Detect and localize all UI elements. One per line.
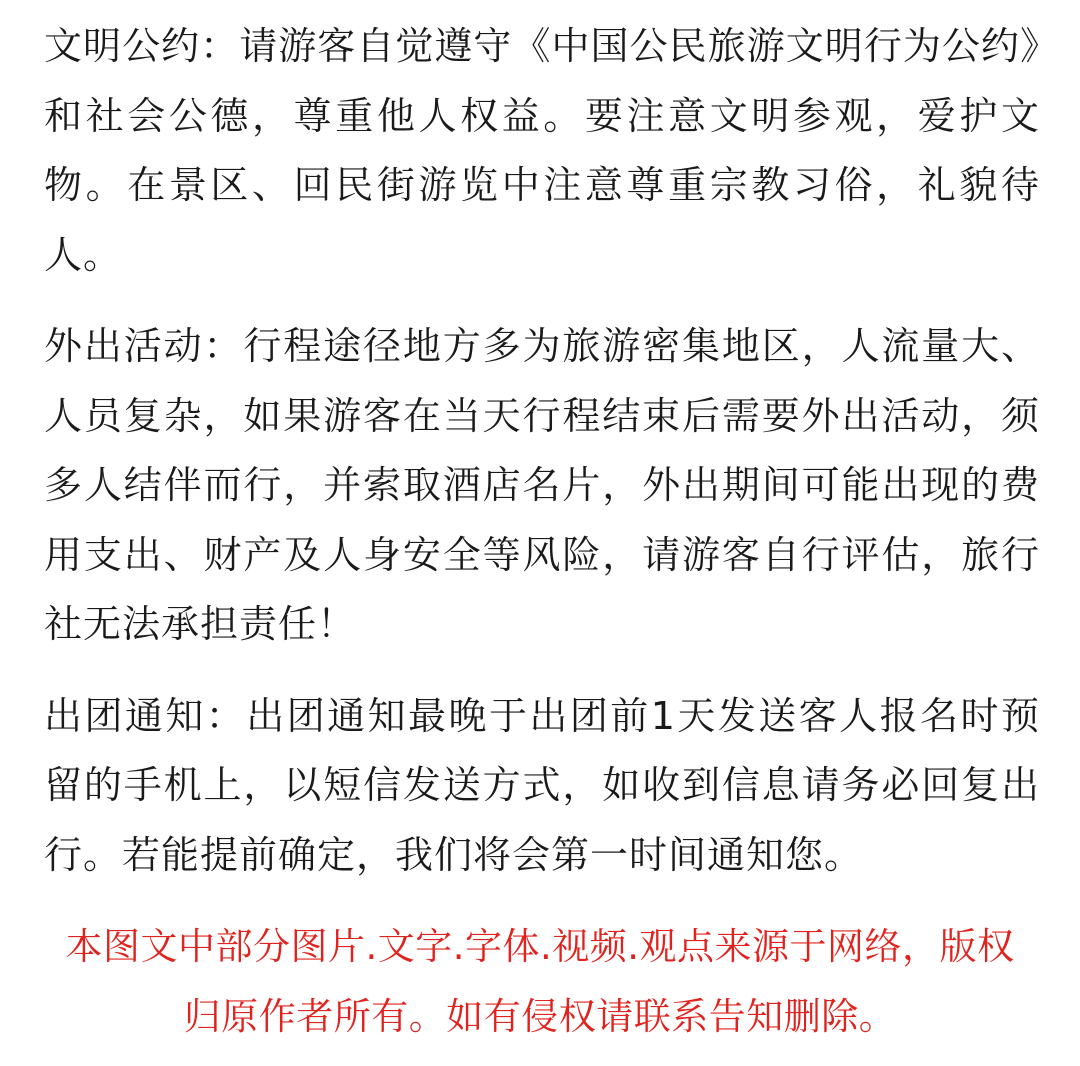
paragraph-heading: 出团通知： (44, 693, 247, 738)
copyright-notice-line-2: 归原作者所有。如有侵权请联系告知删除。 (183, 995, 897, 1038)
paragraph-heading: 文明公约： (44, 24, 240, 68)
copyright-notice (30, 912, 1050, 1052)
paragraph-text: 行程途径地方多为旅游密集地区，人流量大、人员复杂，如果游客在当天行程结束后需要外出活动，须多人结伴而行，并索取酒店名片，外出期间可能出现的费用支出、财产及人身安全等风险，请游客自行评估，旅行社无法承担责任！ (44, 324, 1040, 646)
copyright-notice-line-1: 本图文中部分图片.文字.字体.视频.观点来源于网络，版权 (65, 925, 1015, 968)
paragraph-civility-pact (44, 12, 1040, 290)
document-body (44, 12, 1040, 912)
paragraph-outdoor-activity (44, 312, 1040, 660)
paragraph-text: 请游客自觉遵守《中国公民旅游文明行为公约》和社会公德，尊重他人权益。要注意文明参观，爱护文物。在景区、回民街游览中注意尊重宗教习俗，礼貌待人。 (44, 24, 1040, 277)
paragraph-heading: 外出活动： (44, 324, 244, 368)
paragraph-departure-notice (44, 682, 1040, 891)
paragraph-text: 出团通知最晚于出团前1天发送客人报名时预留的手机上，以短信发送方式，如收到信息请务必回复出行。若能提前确定，我们将会第一时间通知您。 (44, 693, 1040, 877)
